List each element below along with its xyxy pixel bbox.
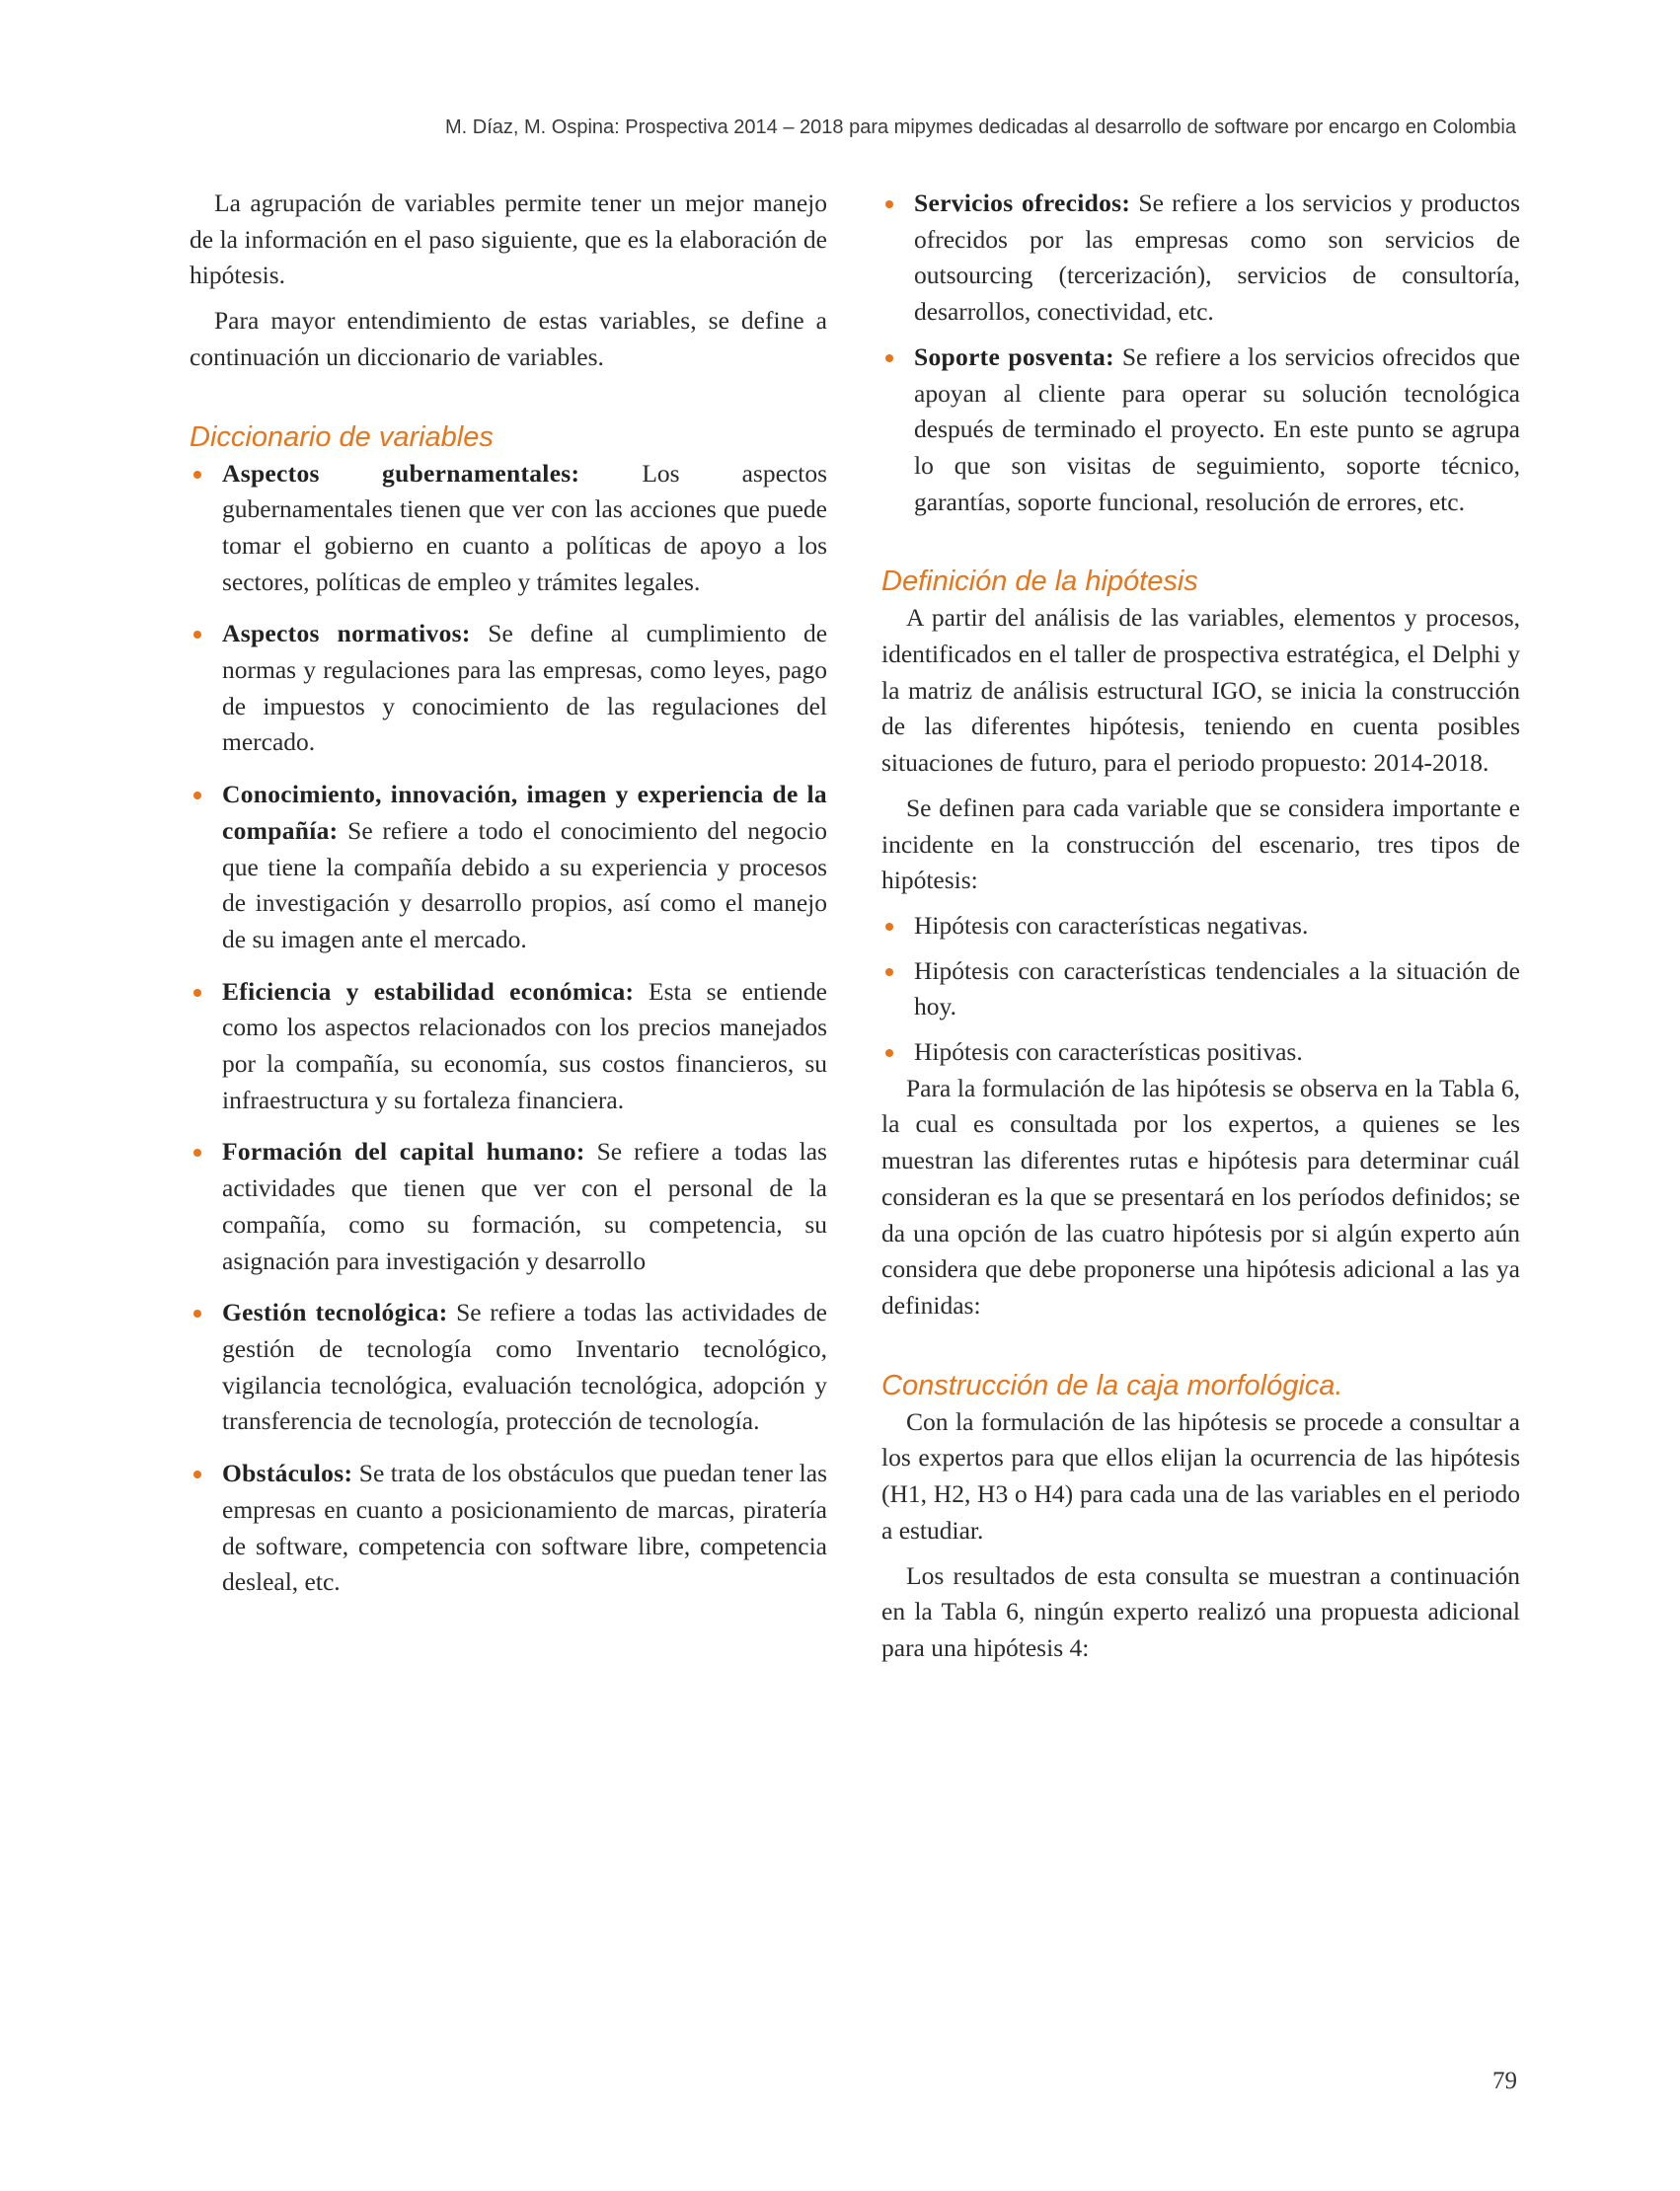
page-number: 79 bbox=[1492, 2068, 1517, 2094]
list-item-text: Se trata de los obstáculos que puedan tener las empresas en cuanto a posicionamiento de marcas, piratería de software, competencia con software libre, competencia desleal, etc. bbox=[222, 1459, 827, 1597]
variable-dictionary-list-continued bbox=[881, 186, 1520, 520]
list-item bbox=[190, 1456, 827, 1601]
running-header: M. Díaz, M. Ospina: Prospectiva 2014 – 2018 para mipymes dedicadas al desarrollo de software por encargo en Colombia bbox=[444, 116, 1516, 138]
intro-paragraph-2: Para mayor entendimiento de estas variables, se define a continuación un diccionario de variables. bbox=[190, 306, 827, 371]
bullet-icon bbox=[885, 354, 893, 362]
right-column bbox=[881, 186, 1520, 1667]
list-item-text: Los aspectos gubernamentales tienen que ver con las acciones que puede tomar el gobierno en cuanto a políticas de apoyo a los sectores, políticas de empleo y trámites legales. bbox=[222, 458, 827, 596]
bullet-icon bbox=[885, 923, 893, 931]
intro-paragraph-1: La agrupación de variables permite tener un mejor manejo de la información en el paso siguiente, que es la elaboración de hipótesis. bbox=[190, 189, 827, 290]
list-item-term: Aspectos normativos: bbox=[222, 619, 471, 648]
list-item-term: Conocimiento, innovación, imagen y experiencia de la compañía: bbox=[222, 780, 827, 845]
list-item bbox=[190, 616, 827, 761]
left-column bbox=[190, 186, 827, 1601]
list-item bbox=[190, 1295, 827, 1440]
list-item-text: Se refiere a los servicios ofrecidos que apoyan al cliente para operar su solución tecnológica después de terminado el proyecto. En este punto se agrupa lo que son visitas de seguimiento, soporte técnico, garantías, soporte funcional, resolución de errores, etc. bbox=[914, 341, 1520, 516]
bullet-icon bbox=[193, 631, 201, 639]
section-title-definicion-hipotesis: Definición de la hipótesis bbox=[881, 566, 1198, 598]
section-title-diccionario: Diccionario de variables bbox=[190, 420, 494, 453]
list-item-term: Obstáculos: bbox=[222, 1459, 353, 1488]
morphological-paragraph-1: Con la formulación de las hipótesis se procede a consultar a los expertos para que ellos elijan la ocurrencia de las hipótesis (H1, H2, H3 o H4) para cada una de las variables en el periodo a estudiar. bbox=[881, 1406, 1520, 1545]
list-item-term: Formación del capital humano: bbox=[222, 1137, 585, 1167]
list-item bbox=[881, 953, 1520, 1025]
list-item-text: Se refiere a todas las actividades que tienen que ver con el personal de la compañía, como su formación, su competencia, su asignación para investigación y desarrollo bbox=[222, 1137, 827, 1275]
bullet-icon bbox=[193, 1310, 201, 1318]
list-item-text: Se refiere a los servicios y productos ofrecidos por las empresas como son servicios de outsourcing (tercerización), servicios de consultoría, desarrollos, conectividad, etc. bbox=[914, 189, 1520, 327]
list-item bbox=[881, 340, 1520, 521]
list-item bbox=[190, 1134, 827, 1279]
bullet-icon bbox=[193, 989, 201, 997]
list-item bbox=[190, 777, 827, 958]
bullet-icon bbox=[193, 1149, 201, 1157]
hypothesis-paragraph-1: A partir del análisis de las variables, elementos y procesos, identificados en el taller de prospectiva estratégica, el Delphi y la matriz de análisis estructural IGO, se inicia la construcción de las diferentes hipótesis, teniendo en cuenta posibles situaciones de futuro, para el periodo propuesto: 2014-2018. bbox=[881, 603, 1520, 778]
list-item-text: Se refiere a todo el conocimiento del negocio que tiene la compañía debido a su experiencia y procesos de investigación y desarrollo propios, así como el manejo de su imagen ante el mercado. bbox=[222, 815, 827, 953]
list-item-text: Esta se entiende como los aspectos relacionados con los precios manejados por la compañía, su economía, sus costos financieros, su infraestructura y su fortaleza financiera. bbox=[222, 976, 827, 1114]
list-item bbox=[881, 186, 1520, 331]
variable-dictionary-list bbox=[190, 456, 827, 1601]
bullet-icon bbox=[885, 968, 893, 976]
list-item bbox=[190, 974, 827, 1119]
bullet-icon bbox=[193, 1471, 201, 1478]
bullet-icon bbox=[885, 200, 893, 208]
list-item-term: Soporte posventa: bbox=[914, 341, 1114, 371]
list-item-term: Eficiencia y estabilidad económica: bbox=[222, 976, 635, 1006]
list-item bbox=[881, 1034, 1520, 1071]
list-item bbox=[190, 456, 827, 601]
bullet-icon bbox=[193, 792, 201, 799]
list-item-term: Aspectos gubernamentales: bbox=[222, 458, 580, 488]
list-item-text: Hipótesis con características tendenciales a la situación de hoy. bbox=[914, 955, 1520, 1021]
hypothesis-paragraph-3: Para la formulación de las hipótesis se observa en la Tabla 6, la cual es consultada por los expertos, a quienes se les muestran las diferentes rutas e hipótesis para determinar cuál consideran es la que se presentará en los períodos definidos; se da una opción de las cuatro hipótesis por si algún experto aún considera que debe proponerse una hipótesis adicional a las ya definidas: bbox=[881, 1073, 1520, 1320]
list-item bbox=[881, 908, 1520, 944]
morphological-paragraph-2: Los resultados de esta consulta se muestran a continuación en la Tabla 6, ningún experto realizó una propuesta adicional para una hipótesis 4: bbox=[881, 1560, 1520, 1662]
list-item-term: Servicios ofrecidos: bbox=[914, 189, 1131, 217]
bullet-icon bbox=[193, 471, 201, 479]
hypothesis-types-list bbox=[881, 908, 1520, 1071]
hypothesis-paragraph-2: Se definen para cada variable que se considera importante e incidente en la construcción del escenario, tres tipos de hipótesis: bbox=[881, 793, 1520, 895]
list-item-text: Hipótesis con características positivas. bbox=[914, 1037, 1303, 1067]
list-item-term: Gestión tecnológica: bbox=[222, 1298, 448, 1327]
bullet-icon bbox=[885, 1049, 893, 1057]
list-item-text: Se define al cumplimiento de normas y regulaciones para las empresas, como leyes, pago de impuestos y conocimiento de las regulaciones del mercado. bbox=[222, 619, 828, 757]
list-item-text: Se refiere a todas las actividades de gestión de tecnología como Inventario tecnológico, vigilancia tecnológica, evaluación tecnológica, adopción y transferencia de tecnología, protección de tecnología. bbox=[222, 1298, 827, 1436]
list-item-text: Hipótesis con características negativas. bbox=[914, 910, 1309, 940]
section-title-caja-morfologica: Construcción de la caja morfológica. bbox=[881, 1369, 1343, 1401]
